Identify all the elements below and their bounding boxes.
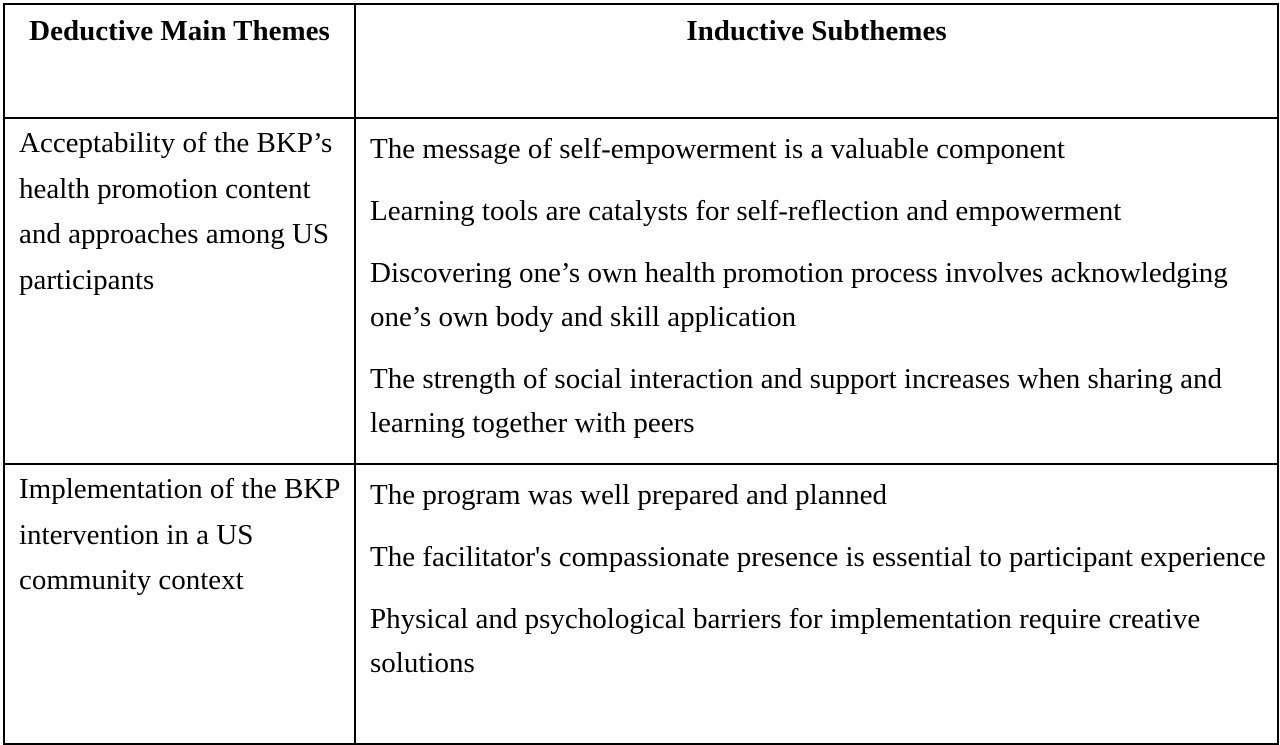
header-row	[4, 4, 1278, 118]
subtheme: The message of self-empowerment is a valuable component	[370, 133, 1065, 165]
themes-table	[3, 3, 1279, 745]
subtheme: Physical and psychological barriers for implementation require creative solutions	[370, 603, 1201, 679]
subtheme: The facilitator's compassionate presence is essential to participant experience	[370, 541, 1266, 573]
subthemes-cell	[355, 118, 1278, 464]
subtheme: Discovering one’s own health promotion process involves acknowledging one’s own body and skill application	[370, 257, 1228, 333]
main-theme-cell: Acceptability of the BKP’s health promotion content and approaches among US participants	[4, 118, 355, 464]
table-row	[4, 118, 1278, 464]
table-row	[4, 464, 1278, 744]
subtheme: Learning tools are catalysts for self-reflection and empowerment	[370, 195, 1122, 227]
main-theme-cell: Implementation of the BKP intervention in a US community context	[4, 464, 355, 744]
header-main-themes: Deductive Main Themes	[4, 4, 355, 118]
subtheme: The strength of social interaction and support increases when sharing and learning together with peers	[370, 363, 1223, 439]
subthemes-cell	[355, 464, 1278, 744]
subtheme: The program was well prepared and planned	[370, 479, 887, 511]
header-subthemes: Inductive Subthemes	[355, 4, 1278, 118]
